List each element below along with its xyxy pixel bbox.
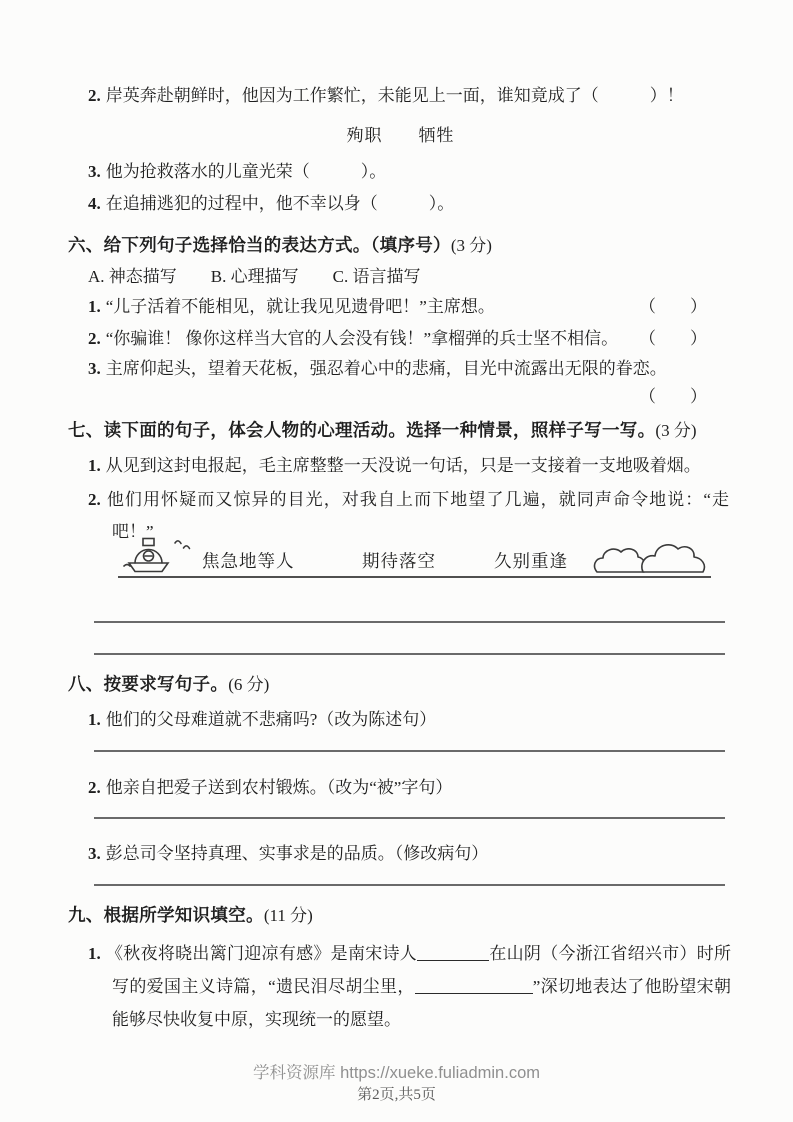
section-6-item-1	[68, 295, 733, 319]
item-text: “你骗谁！ 像你这样当大官的人会没有钱！”拿榴弹的兵士坚不相信。	[105, 329, 619, 348]
fill-blank-1	[417, 946, 489, 961]
scene-options-strip	[118, 550, 711, 578]
answer-parens: （ ）	[639, 387, 707, 406]
scene-option-3: 久别重逢	[494, 551, 568, 571]
worksheet-content	[68, 84, 733, 1036]
item-number: 1.	[88, 944, 101, 963]
item-number: 3.	[88, 359, 101, 378]
item-number: 1.	[88, 297, 101, 316]
footer-page-number: 第2页,共5页	[357, 1087, 436, 1103]
section-8-title: 八、按要求写句子。	[68, 674, 229, 694]
item-text: 他们用怀疑而又惊异的目光，对我自上而下地望了几遍，就同声命令地说：“走吧！”	[105, 490, 729, 541]
item-number: 4.	[88, 194, 101, 213]
item-number: 3.	[88, 844, 101, 863]
section-6-item-3	[68, 357, 733, 381]
footer-site-text: 学科资源库 https://xueke.fuliadmin.com	[252, 1064, 540, 1082]
answer-line	[94, 884, 725, 886]
item-text-part3: ”深切地表达了他盼望宋朝能够尽快收复中原，实现统一的愿望。	[112, 977, 732, 1029]
section-6-title: 六、给下列句子选择恰当的表达方式。（填序号）	[68, 235, 451, 255]
fill-item-4	[68, 192, 733, 216]
section-9-score: (11 分)	[263, 906, 313, 925]
ship-with-birds-icon	[122, 537, 194, 578]
item-text: 他为抢救落水的儿童光荣（ ）。	[105, 162, 387, 181]
answer-line	[94, 621, 725, 623]
clouds-icon	[591, 533, 709, 578]
answer-line	[94, 750, 725, 752]
item-text: 彭总司令坚持真理、实事求是的品质。（修改病句）	[105, 844, 489, 863]
fill-blank-2	[415, 979, 533, 994]
item-text: 他们的父母难道就不悲痛吗?（改为陈述句）	[105, 710, 437, 729]
section-6-score: (3 分)	[450, 236, 492, 255]
item-number: 3.	[88, 162, 101, 181]
answer-line	[94, 817, 725, 819]
word-bank: 殉职 牺牲	[346, 126, 455, 145]
scene-option-2: 期待落空	[362, 551, 436, 571]
section-7-heading	[68, 417, 733, 444]
section-7-score: (3 分)	[655, 421, 697, 440]
section-6-item-2	[68, 327, 733, 351]
fill-item-2	[68, 84, 733, 108]
item-text: 在追捕逃犯的过程中，他不幸以身（ ）。	[105, 194, 455, 213]
section-8-heading	[68, 671, 733, 698]
section-8-item-2	[68, 776, 733, 800]
item-text: 他亲自把爱子送到农村锻炼。（改为“被”字句）	[105, 778, 453, 797]
item-number: 1.	[88, 456, 101, 475]
answer-parens: （ ）	[639, 297, 707, 316]
fill-item-3	[68, 160, 733, 184]
section-8-item-3	[68, 842, 733, 866]
section-8-item-1	[68, 708, 733, 732]
section-9-title: 九、根据所学知识填空。	[68, 905, 264, 925]
item-number: 2.	[88, 86, 101, 105]
page-footer	[0, 1062, 793, 1106]
scene-option-1: 焦急地等人	[202, 551, 295, 571]
answer-line	[94, 653, 725, 655]
item-number: 1.	[88, 710, 101, 729]
section-6-heading	[68, 232, 733, 259]
item-text: 从见到这封电报起，毛主席整整一天没说一句话，只是一支接着一支地吸着烟。	[105, 456, 701, 475]
section-7-title: 七、读下面的句子，体会人物的心理活动。选择一种情景，照样子写一写。	[68, 420, 656, 440]
item-number: 2.	[88, 329, 101, 348]
item-text: “儿子活着不能相见，就让我见见遗骨吧！”主席想。	[105, 297, 495, 316]
answer-parens: （ ）	[639, 329, 707, 348]
section-6-options: A. 神态描写 B. 心理描写 C. 语言描写	[88, 267, 421, 286]
item-text-part2: 在山阴（今浙江省绍兴市）时所写的爱国主义诗篇，“遗民泪尽胡尘里，	[112, 944, 732, 996]
item-text-part1: 《秋夜将晓出篱门迎凉有感》是南宋诗人	[105, 944, 418, 963]
item-number: 2.	[88, 490, 101, 509]
section-7-item-1	[68, 450, 733, 482]
item-text: 主席仰起头，望着天花板，强忍着心中的悲痛，目光中流露出无限的眷恋。	[105, 359, 667, 378]
section-9-item-1	[68, 937, 733, 1036]
section-8-score: (6 分)	[228, 675, 270, 694]
section-9-heading	[68, 902, 733, 929]
item-number: 2.	[88, 778, 101, 797]
item-text: 岸英奔赴朝鲜时，他因为工作繁忙，未能见上一面，谁知竟成了（ ）！	[105, 86, 684, 105]
